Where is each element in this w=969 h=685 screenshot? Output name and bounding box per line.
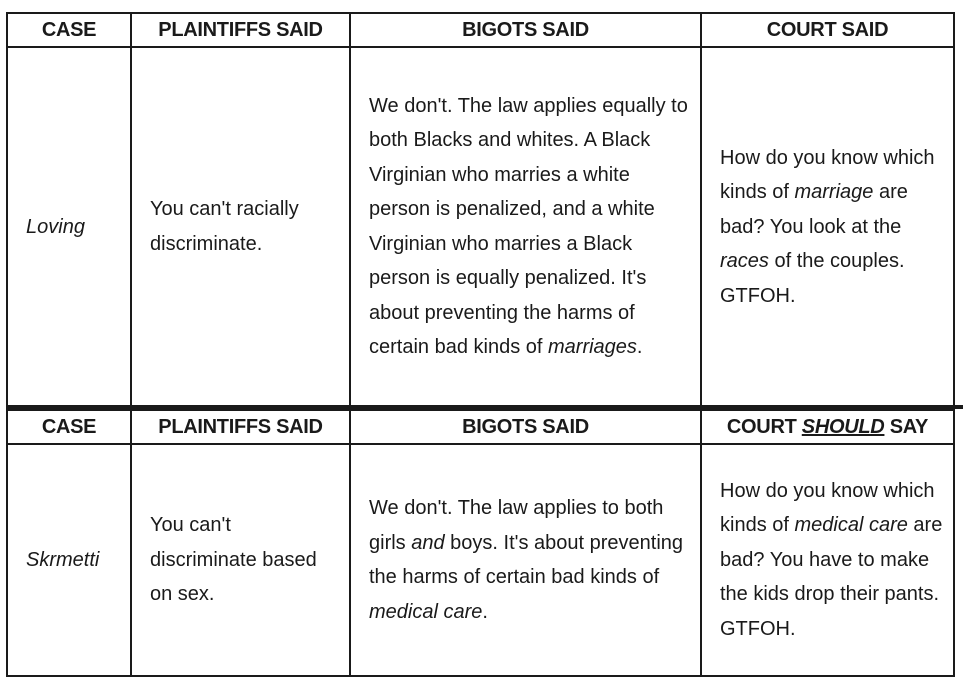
header-case: CASE bbox=[7, 410, 131, 444]
comparison-table-loving bbox=[6, 12, 955, 409]
header-bigots-said: BIGOTS SAID bbox=[350, 13, 701, 47]
plaintiffs-said-cell: You can't discriminate based on sex. bbox=[131, 444, 350, 676]
plaintiffs-said-cell: You can't racially discriminate. bbox=[131, 47, 350, 407]
header-court-said: COURT SAID bbox=[701, 13, 954, 47]
comparison-table-skrmetti bbox=[6, 409, 955, 677]
header-plaintiffs-said: PLAINTIFFS SAID bbox=[131, 13, 350, 47]
table-row bbox=[7, 47, 954, 407]
court-should-say-cell: How do you know which kinds of medical care are bad? You have to make the kids drop their pants. GTFOH. bbox=[701, 444, 954, 676]
bigots-said-cell: We don't. The law applies to both girls and boys. It's about preventing the harms of certain bad kinds of medical care. bbox=[350, 444, 701, 676]
case-name-cell bbox=[7, 444, 131, 676]
case-name: Skrmetti bbox=[26, 548, 100, 571]
case-name: Loving bbox=[26, 215, 85, 238]
header-row bbox=[7, 13, 954, 47]
header-case: CASE bbox=[7, 13, 131, 47]
header-court-should-say: COURT SHOULD SAY bbox=[701, 410, 954, 444]
bigots-said-cell: We don't. The law applies equally to both Blacks and whites. A Black Virginian who marries a white person is penalized, and a white Virginian who marries a Black person is equally penalized. It's about preventing the harms of certain bad kinds of marriages. bbox=[350, 47, 701, 407]
table-row bbox=[7, 444, 954, 676]
header-plaintiffs-said: PLAINTIFFS SAID bbox=[131, 410, 350, 444]
header-row bbox=[7, 410, 954, 444]
case-name-cell bbox=[7, 47, 131, 407]
header-bigots-said: BIGOTS SAID bbox=[350, 410, 701, 444]
court-said-cell: How do you know which kinds of marriage are bad? You look at the races of the couples. GTFOH. bbox=[701, 47, 954, 407]
